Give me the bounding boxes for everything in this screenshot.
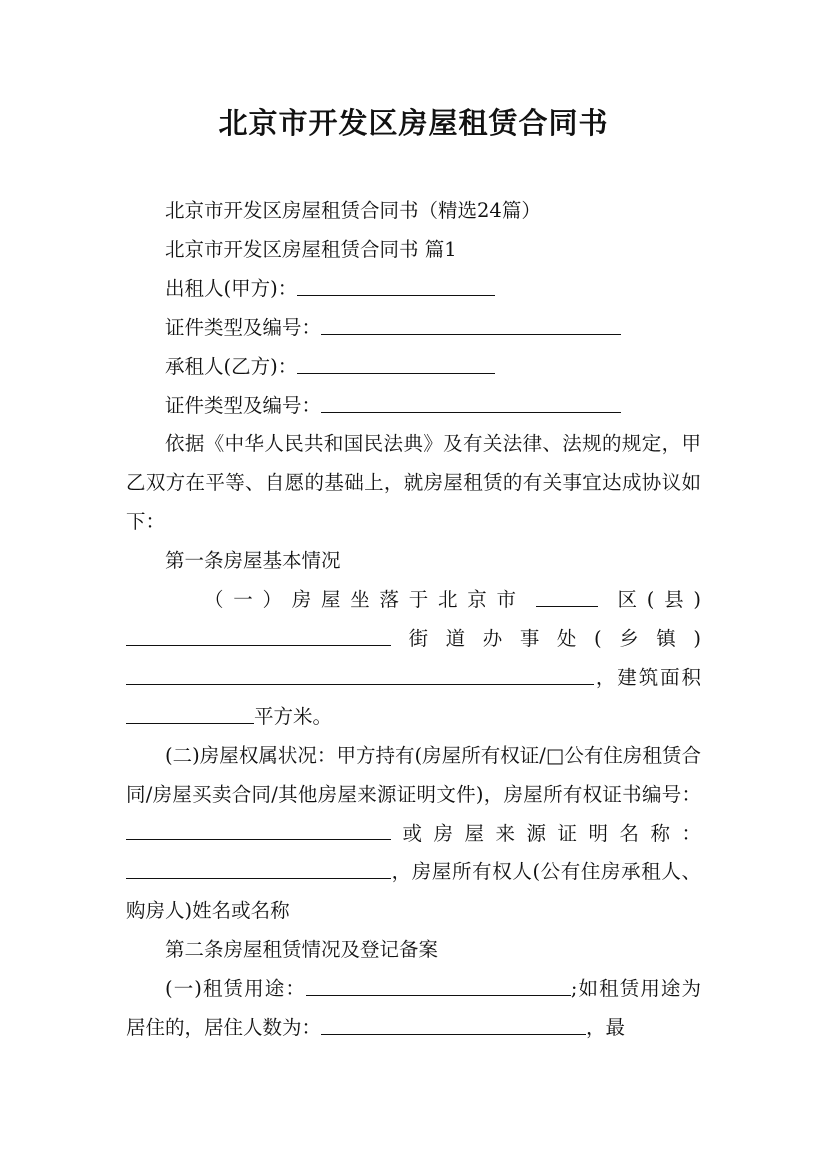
ownership-text-b: 或房屋来源证明名称：	[391, 821, 701, 845]
lessee-line	[126, 348, 701, 387]
lessor-id-blank	[321, 314, 621, 335]
lessee-id-label: 证件类型及编号：	[165, 393, 322, 417]
lessor-id-label: 证件类型及编号：	[165, 315, 322, 339]
article-1-location-paragraph	[126, 581, 701, 737]
source-name-blank	[126, 859, 391, 880]
ownership-text-c: ，房屋所有权人(公有住房承租人、购房人)姓名或名称	[126, 860, 701, 923]
lessor-label: 出租人(甲方)：	[165, 276, 298, 300]
location-text-d: ，建筑面积	[594, 665, 701, 689]
area-blank	[126, 703, 254, 724]
location-text-b: 区(县)	[607, 588, 701, 612]
lessee-blank	[297, 353, 495, 374]
lessee-id-blank	[321, 392, 621, 413]
document-title: 北京市开发区房屋租赁合同书	[218, 106, 609, 140]
location-text-a: （一）房屋坐落于北京市	[204, 588, 526, 612]
district-blank	[536, 587, 598, 608]
usage-text-a: (一)租赁用途：	[165, 977, 306, 1001]
lessor-line	[126, 270, 701, 309]
lessee-label: 承租人(乙方)：	[165, 354, 298, 378]
street-blank	[126, 625, 391, 646]
article-2-usage-paragraph	[126, 970, 701, 1048]
subtitle-line: 北京市开发区房屋租赁合同书（精选24篇）	[165, 199, 541, 222]
location-text-e: 平方米。	[254, 704, 333, 728]
usage-text-b: ;如租赁用途为居住的，居住人数为：	[126, 977, 701, 1040]
intro-paragraph: 依据《中华人民共和国民法典》及有关法律、法规的规定，甲乙双方在平等、自愿的基础上，就房屋租赁的有关事宜达成协议如下：	[126, 432, 701, 534]
document-body	[126, 192, 701, 1048]
location-text-c: 街道办事处(乡镇)	[391, 626, 701, 650]
lessor-id-line	[126, 309, 701, 348]
lessor-blank	[297, 275, 495, 296]
usage-text-c: ，最	[586, 1016, 626, 1040]
certificate-number-blank	[126, 820, 391, 841]
article-1-heading: 第一条房屋基本情况	[165, 549, 341, 573]
lessee-id-line	[126, 387, 701, 426]
ownership-text-a: (二)房屋权属状况：甲方持有(房屋所有权证/□公有住房租赁合同/房屋买卖合同/其他房屋来源证明文件)，房屋所有权证书编号：	[126, 743, 701, 806]
article-2-heading: 第二条房屋租赁情况及登记备案	[165, 938, 439, 962]
usage-blank	[306, 976, 571, 997]
township-blank	[126, 664, 594, 685]
article-1-ownership-paragraph	[126, 737, 701, 932]
residents-blank	[321, 1015, 586, 1036]
chapter-line: 北京市开发区房屋租赁合同书 篇1	[165, 237, 457, 261]
